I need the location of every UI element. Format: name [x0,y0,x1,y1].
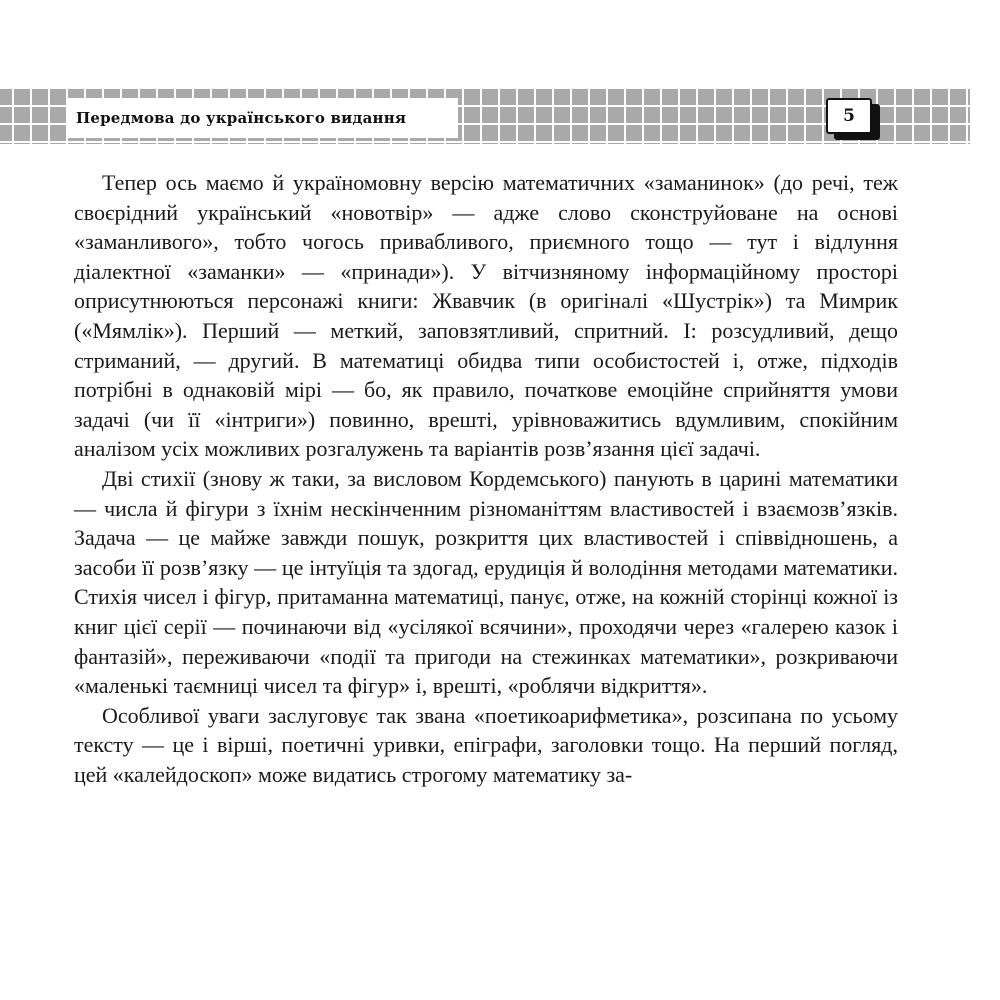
page-body [74,168,898,789]
paragraph-3: Особливої уваги заслуговує так звана «поетикоарифметика», розсипана по усьому тексту — це і вірші, поетичні уривки, епіграфи, заголовки тощо. На перший погляд, цей «калейдоскоп» може видатись строгому математику за- [74,702,898,787]
page-number-box [826,98,872,134]
paragraph-1: Тепер ось маємо й україномовну версію математичних «заманинок» (до речі, теж своєрідний український «новотвір» — адже слово сконструйоване на основі «заманливого», тобто чогось привабливого, приємного тощо — тут і відлуння діалектної «заманки» — «принади»). У вітчизняному інформаційному просторі оприсутнюються персонажі книги: Жвавчик (в оригіналі «Шустрік») та Мимрик («Мямлік»). Перший — меткий, заповзятливий, спритний. І: розсудливий, дещо стриманий, — другий. В математиці обидва типи особистостей і, отже, підходів потрібні в однаковій мірі — бо, як правило, початкове емоційне сприйняття умови задачі (чи її «інтриги») повинно, врешті, урівноважитись вдумливим, спокійним аналізом усіх можливих розгалужень та варіантів розв’язання цієї задачі. [74,170,898,462]
page-number: 5 [843,106,855,126]
running-header [66,98,458,138]
paragraph-2: Дві стихії (знову ж таки, за висловом Кордемського) панують в царині математики — числа й фігури з їхнім нескінченним різноманіттям властивостей і взаємозв’язків. Задача — це майже завжди пошук, розкриття цих властивостей і співвідношень, а засоби її розв’язку — це інтуїція та здогад, ерудиція й володіння методами математики. Стихія чисел і фігур, притаманна математиці, панує, отже, на кожній сторінці кожної із книг цієї серії — починаючи від «усілякої всячини», проходячи через «галерею казок і фантазій», переживаючи «події та пригоди на стежинках математики», розкриваючи «маленькі таємниці чисел та фігур» і, врешті, «роблячи відкриття». [74,465,898,699]
running-header-title: Передмова до українського видання [76,109,407,127]
